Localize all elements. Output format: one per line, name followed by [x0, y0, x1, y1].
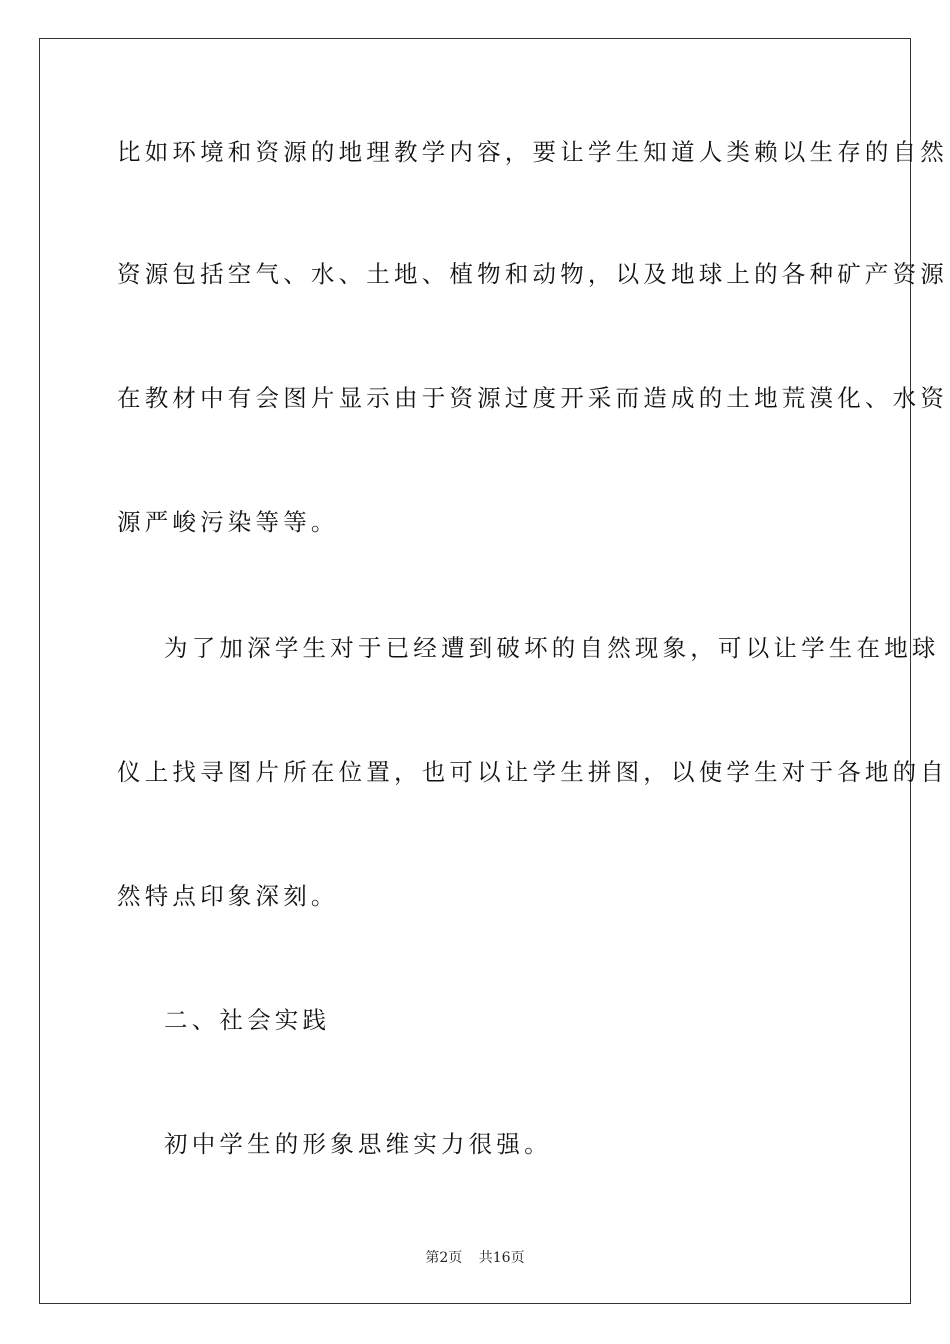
paragraph-line: 在教材中有会图片显示由于资源过度开采而造成的土地荒漠化、水资	[117, 384, 948, 412]
page-total: 共16页	[478, 1250, 525, 1266]
paragraph-line: 比如环境和资源的地理教学内容，要让学生知道人类赖以生存的自然	[117, 138, 948, 166]
paragraph-line: 仪上找寻图片所在位置，也可以让学生拼图，以使学生对于各地的自	[117, 758, 948, 786]
section-heading: 二、社会实践	[164, 1006, 331, 1034]
page-footer	[0, 1247, 950, 1267]
paragraph-line: 源严峻污染等等。	[117, 508, 339, 536]
page-number: 第2页	[425, 1250, 463, 1266]
paragraph-line: 然特点印象深刻。	[117, 882, 339, 910]
page-border	[39, 38, 911, 1304]
paragraph-line: 为了加深学生对于已经遭到破坏的自然现象，可以让学生在地球	[164, 634, 940, 662]
paragraph-line: 资源包括空气、水、土地、植物和动物，以及地球上的各种矿产资源	[117, 260, 948, 288]
paragraph-line: 初中学生的形象思维实力很强。	[164, 1130, 552, 1158]
